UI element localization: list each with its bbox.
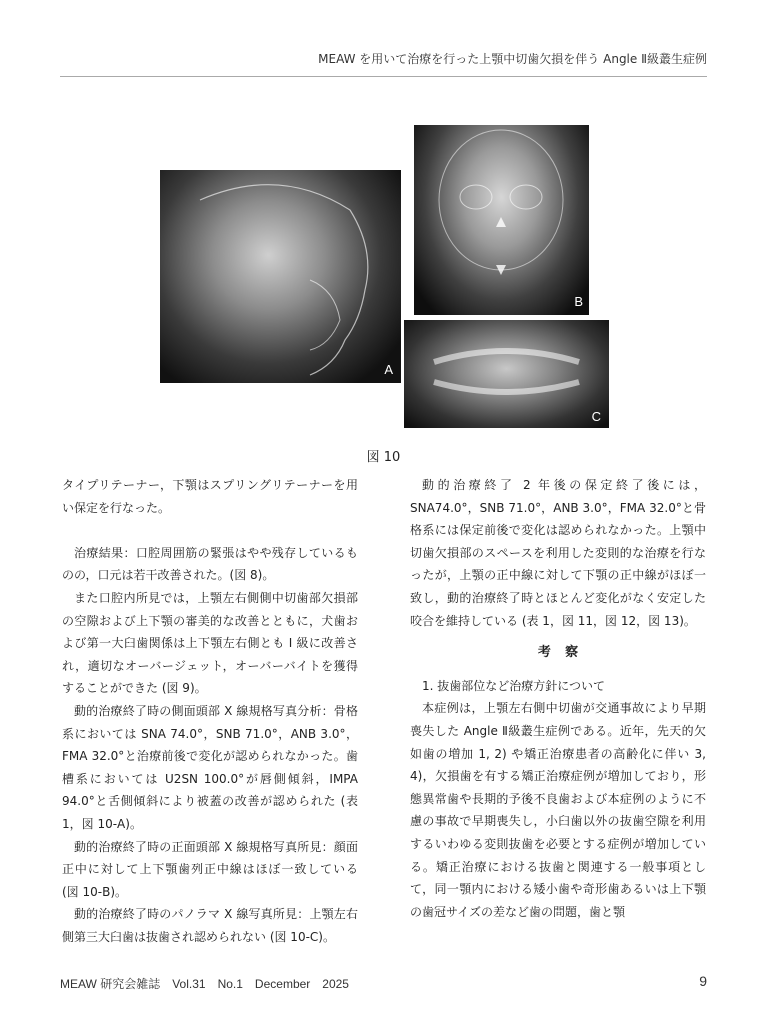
header-divider bbox=[60, 76, 707, 77]
dental-arch-outline bbox=[404, 320, 609, 428]
panel-label-b: B bbox=[574, 294, 583, 309]
running-title: MEAW を用いて治療を行った上顎中切歯欠損を伴う Angle Ⅱ級叢生症例 bbox=[318, 52, 707, 66]
panel-label-c: C bbox=[591, 409, 601, 424]
cephalogram-frontal-image bbox=[414, 125, 589, 315]
skull-profile-outline bbox=[160, 170, 401, 383]
figure-caption: 図 10 bbox=[366, 450, 401, 465]
paragraph: また口腔内所見では，上顎左右側側中切歯部欠損部の空隙および上下顎の審美的な改善とともに，犬歯および第一大臼歯関係は上下顎左右側とも I 級に改善され，適切なオーバージェット，オーバーバイトを獲得することができた (図 9)。 bbox=[62, 590, 358, 696]
paragraph: 動的治療終了時の側面頭部 X 線規格写真分析：骨格系においては SNA 74.0°，SNB 71.0°，ANB 3.0°，FMA 32.0°と治療前後で変化が認められなかった。歯槽系においては U2SN 100.0°が唇側傾斜，IMPA 94.0°と舌側傾斜により被蓋の改善が認められた (表 1，図 10-A)。 bbox=[62, 703, 358, 831]
paragraph: 動的治療終了時の正面頭部 X 線規格写真所見：顔面正中に対して上下顎歯列正中線はほぼ一致している (図 10-B)。 bbox=[62, 839, 358, 899]
paragraph: 動的治療終了時のパノラマ X 線写真所見：上顎左右側第三大臼歯は抜歯され認められない (図 10-C)。 bbox=[62, 907, 358, 944]
panel-label-a: A bbox=[384, 362, 393, 377]
journal-footer: MEAW 研究会雑誌 Vol.31 No.1 December 2025 bbox=[60, 977, 349, 991]
paragraph-spacer bbox=[62, 519, 358, 542]
paragraph: 動的治療終了 2 年後の保定終了後には，SNA74.0°，SNB 71.0°，ANB 3.0°，FMA 32.0°と骨格系には保定前後で変化は認められなかった。上顎中切歯欠損部のスペースを利用した変則的な治療を行なったが，上顎の正中線に対して下顎の正中線がほぼ一致し，動的治療終了時とほとんど変化がなく安定した咬合を維持している (表 1，図 11，図 12，図 13)。 bbox=[410, 478, 706, 628]
section-heading: 考察 bbox=[537, 645, 593, 661]
cephalogram-lateral-image bbox=[160, 170, 401, 383]
page-number: 9 bbox=[699, 973, 707, 989]
left-text-column bbox=[62, 474, 358, 948]
subheading: 1. 抜歯部位など治療方針について bbox=[422, 678, 606, 693]
paragraph: 本症例は，上顎左右側中切歯が交通事故により早期喪失した Angle Ⅱ級叢生症例である。近年，先天的欠如歯の増加 1, 2) や矯正治療患者の高齢化に伴い 3, 4)，欠損歯を有する矯正治療症例が増加しており，形態異常歯や長期的予後不良歯および本症例のように不慮の事故で早期喪失し，小臼歯以外の抜歯空隙を利用するいわゆる変則抜歯を必要とする症例が増加している。矯正治療における抜歯と関連する一般事項として，同一顎内における矮小歯や奇形歯あるいは上下顎の歯冠サイズの差など歯の問題，歯と顎 bbox=[410, 701, 706, 919]
right-text-column bbox=[410, 474, 706, 923]
paragraph: 治療結果：口腔周囲筋の緊張はやや残存しているものの，口元は若干改善された。(図 8)。 bbox=[62, 545, 358, 583]
skull-frontal-outline bbox=[414, 125, 589, 315]
panoramic-xray-image bbox=[404, 320, 609, 428]
paragraph: タイプリテーナー，下顎はスプリングリテーナーを用い保定を行なった。 bbox=[62, 478, 358, 515]
